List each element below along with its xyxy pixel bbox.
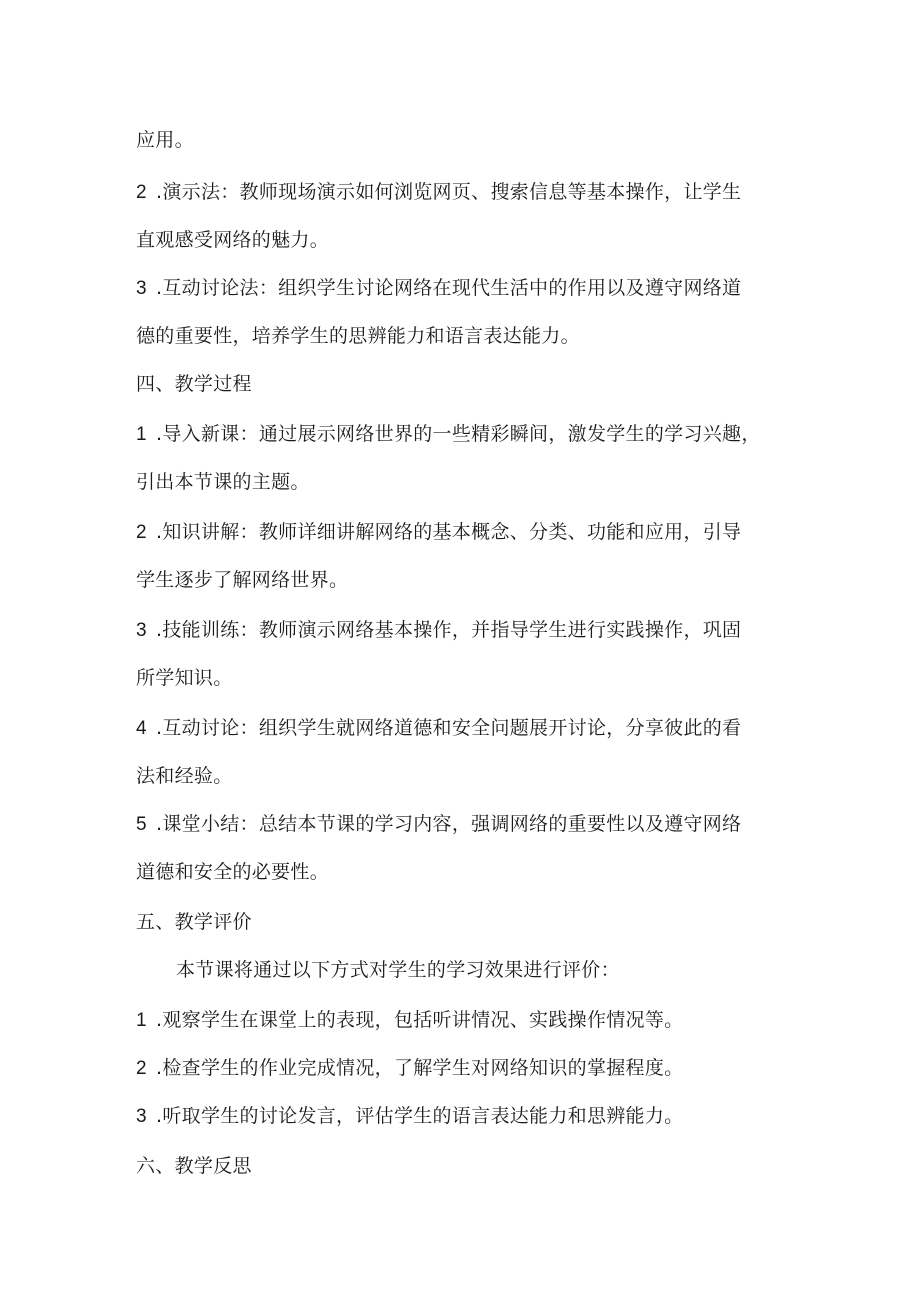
- list-number: 2: [136, 182, 147, 203]
- line-text: 法和经验。: [136, 765, 233, 787]
- paragraph-line-indented: [176, 958, 620, 982]
- paragraph-line: [136, 128, 194, 152]
- list-number: 2: [136, 1058, 147, 1079]
- list-item-listen-discussion: [136, 1104, 683, 1129]
- paragraph-line: [136, 764, 233, 788]
- heading-text: 六、教学反思: [136, 1155, 252, 1177]
- line-text: .导入新课：通过展示网络世界的一些精彩瞬间，激发学生的学习兴趣，: [156, 423, 761, 445]
- list-number: 1: [136, 424, 147, 445]
- section-heading-teaching-process: [136, 372, 252, 396]
- line-text: 德的重要性，培养学生的思辨能力和语言表达能力。: [136, 325, 580, 347]
- list-item-introduction: [136, 422, 761, 447]
- paragraph-line: [136, 568, 348, 592]
- list-number: 1: [136, 1010, 147, 1031]
- line-text: .互动讨论：组织学生就网络道德和安全问题展开讨论，分享彼此的看: [156, 717, 742, 739]
- list-item-observation: [136, 1008, 683, 1033]
- line-text: .互动讨论法：组织学生讨论网络在现代生活中的作用以及遵守网络道: [156, 277, 742, 299]
- paragraph-line: [136, 324, 580, 348]
- paragraph-line: [136, 860, 329, 884]
- list-item-skill-training: [136, 618, 741, 643]
- line-text: 引出本节课的主题。: [136, 471, 310, 493]
- list-number: 3: [136, 620, 147, 641]
- list-item-interactive-discussion: [136, 716, 741, 741]
- list-number: 3: [136, 278, 147, 299]
- line-text: 本节课将通过以下方式对学生的学习效果进行评价：: [176, 959, 620, 981]
- list-item-class-summary: [136, 812, 741, 837]
- line-text: 道德和安全的必要性。: [136, 861, 330, 883]
- section-heading-teaching-evaluation: [136, 910, 252, 934]
- list-item-knowledge-explanation: [136, 520, 741, 545]
- line-text: .课堂小结：总结本节课的学习内容，强调网络的重要性以及遵守网络: [156, 813, 742, 835]
- line-text: .技能训练：教师演示网络基本操作，并指导学生进行实践操作，巩固: [156, 619, 742, 641]
- section-heading-teaching-reflection: [136, 1154, 252, 1178]
- paragraph-line: [136, 666, 233, 690]
- list-number: 3: [136, 1106, 147, 1127]
- list-number: 2: [136, 522, 147, 543]
- paragraph-line: [136, 470, 310, 494]
- heading-text: 五、教学评价: [136, 911, 252, 933]
- list-item-homework-check: [136, 1056, 683, 1081]
- line-text: 学生逐步了解网络世界。: [136, 569, 349, 591]
- line-text: .知识讲解：教师详细讲解网络的基本概念、分类、功能和应用，引导: [156, 521, 742, 543]
- line-text: .演示法：教师现场演示如何浏览网页、搜索信息等基本操作，让学生: [156, 181, 742, 203]
- line-text: 所学知识。: [136, 667, 233, 689]
- list-item-discussion-method: [136, 276, 741, 301]
- line-text: 应用。: [136, 129, 194, 151]
- heading-text: 四、教学过程: [136, 373, 252, 395]
- list-item-demonstration-method: [136, 180, 741, 205]
- line-text: .检查学生的作业完成情况，了解学生对网络知识的掌握程度。: [156, 1057, 684, 1079]
- paragraph-line: [136, 228, 329, 252]
- line-text: .听取学生的讨论发言，评估学生的语言表达能力和思辨能力。: [156, 1105, 684, 1127]
- line-text: 直观感受网络的魅力。: [136, 229, 330, 251]
- list-number: 5: [136, 814, 147, 835]
- line-text: .观察学生在课堂上的表现，包括听讲情况、实践操作情况等。: [156, 1009, 684, 1031]
- list-number: 4: [136, 718, 147, 739]
